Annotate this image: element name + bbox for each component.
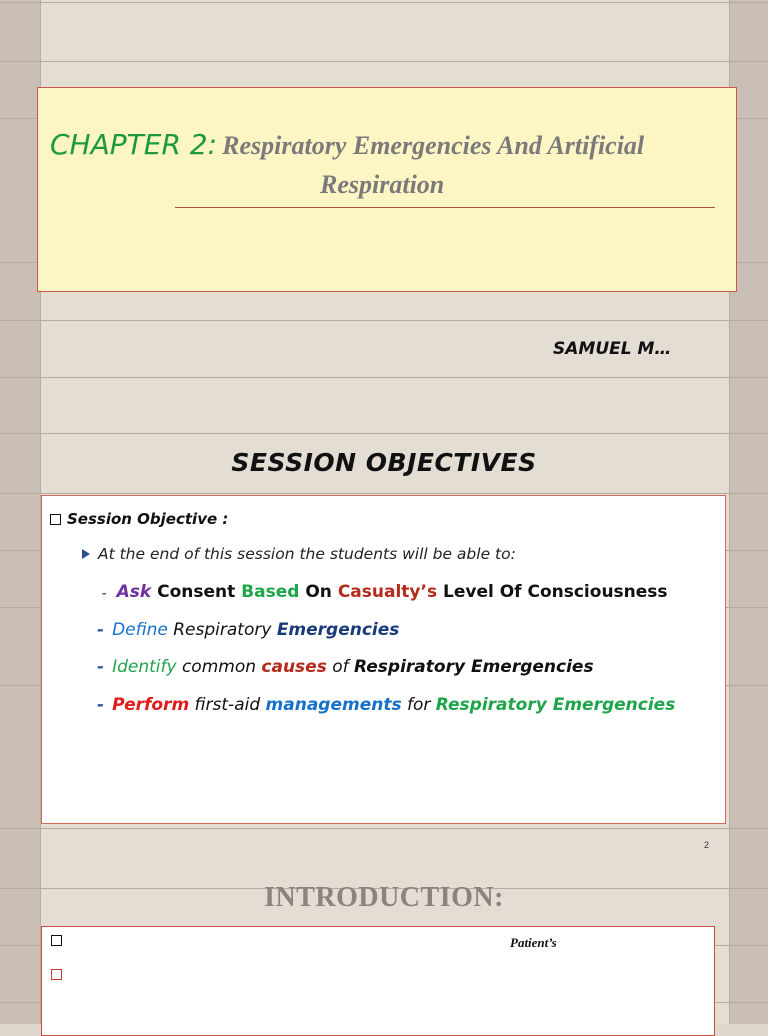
objective-item-text: Emergencies xyxy=(276,620,400,640)
dash-bullet-icon: - xyxy=(97,695,105,715)
checkbox-bullet-icon xyxy=(51,935,62,946)
objective-item-text: managements xyxy=(265,695,402,715)
page-number: 2 xyxy=(704,840,710,850)
left-border-stripe xyxy=(0,0,41,1024)
introduction-box xyxy=(41,926,715,1036)
divider xyxy=(0,828,768,829)
objective-item-text: Respiratory xyxy=(167,620,277,640)
objective-item-text: causes xyxy=(261,657,327,677)
chapter-title-box xyxy=(37,87,737,292)
objective-item xyxy=(97,620,399,640)
objective-item xyxy=(102,582,668,602)
objective-item-text: Consent xyxy=(151,582,242,602)
checkbox-bullet-icon xyxy=(51,969,62,980)
objective-item-text: Perform xyxy=(112,695,190,715)
objective-item-text: Identify xyxy=(112,657,177,677)
checkbox-bullet-icon xyxy=(50,514,61,525)
objective-item-text: Based xyxy=(241,582,300,602)
dash-bullet-icon: - xyxy=(102,587,107,600)
objective-header-text: Session Objective : xyxy=(67,510,229,528)
divider xyxy=(0,433,768,434)
objective-item-text: Ask xyxy=(116,582,152,602)
objective-item-text: first-aid xyxy=(189,695,266,715)
title-underline xyxy=(175,207,715,208)
author-name: SAMUEL M… xyxy=(553,339,672,359)
objective-item-text: Level Of Consciousness xyxy=(437,582,668,602)
objective-item-text: Respiratory Emergencies xyxy=(354,657,594,677)
arrow-bullet-icon xyxy=(82,549,90,559)
objective-intro-text: At the end of this session the students will be able to: xyxy=(98,545,516,563)
introduction-heading: INTRODUCTION: xyxy=(264,882,504,913)
objective-item-text: of xyxy=(326,657,355,677)
objective-item-text: for xyxy=(401,695,436,715)
divider xyxy=(0,2,768,3)
objective-item-text: Casualty’s xyxy=(337,582,438,602)
objective-header xyxy=(50,510,228,528)
objective-item xyxy=(97,695,675,715)
objectives-box xyxy=(41,495,726,850)
divider xyxy=(0,320,768,321)
chapter-title-part2: Respiration xyxy=(320,170,445,199)
chapter-title-line xyxy=(50,128,730,161)
divider xyxy=(0,377,768,378)
dash-bullet-icon: - xyxy=(97,657,105,677)
objective-item-text: Respiratory Emergencies xyxy=(435,695,676,715)
dash-bullet-icon: - xyxy=(97,620,105,640)
objective-item-text: On xyxy=(299,582,338,602)
chapter-label: CHAPTER 2: xyxy=(50,128,218,161)
divider xyxy=(0,61,768,62)
objective-item-text: common xyxy=(176,657,262,677)
intro-partial-text: Patient’s xyxy=(510,935,557,950)
objective-item-text: Define xyxy=(112,620,168,640)
chapter-title-part1: Respiratory Emergencies And Artificial xyxy=(222,131,645,160)
divider xyxy=(0,493,768,494)
session-objectives-heading: SESSION OBJECTIVES xyxy=(231,448,537,477)
objective-item xyxy=(97,657,594,677)
objective-intro xyxy=(82,545,516,563)
